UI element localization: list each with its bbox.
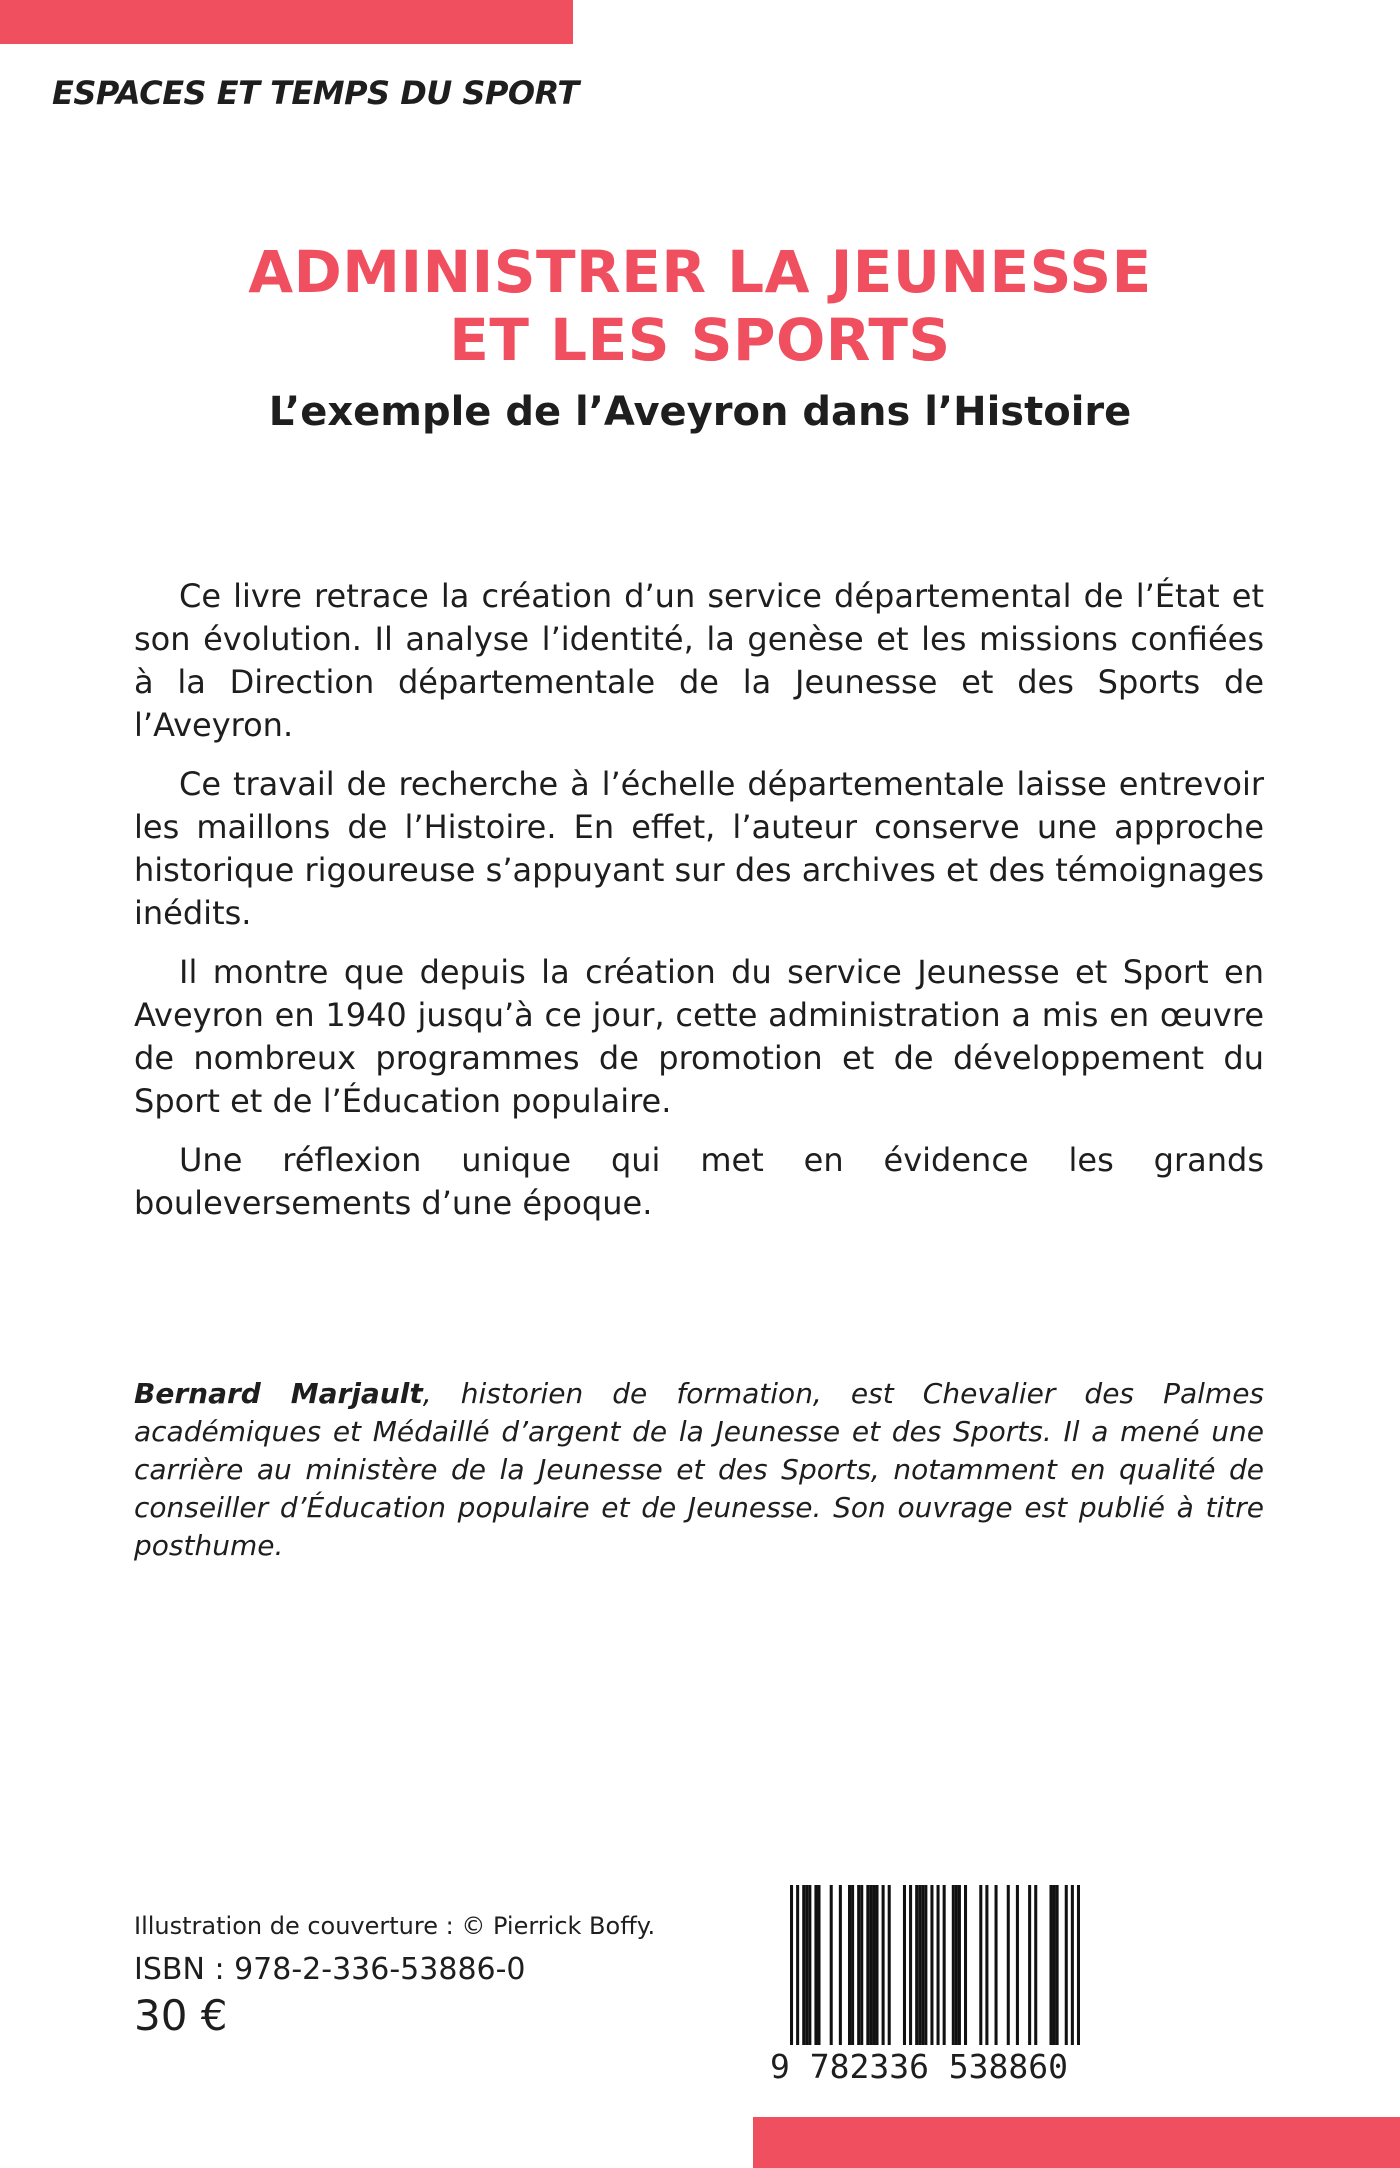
barcode-bar <box>1049 1885 1052 2057</box>
author-bio-text: , historien de formation, est Chevalier des Palmes académiques et Médaillé d’argent de la Jeunesse et des Sports. Il a mené une carrière au ministère de la Jeunesse et des Sports, notamment en qualité de conseiller d’Éducation populaire et de Jeunesse. Son ouvrage est publié à titre posthume. <box>134 1377 1265 1562</box>
barcode-bar <box>985 1885 988 2057</box>
barcode-bar <box>1007 1885 1010 2057</box>
barcode-bar <box>1065 1885 1068 2057</box>
barcode-bar <box>909 1885 912 2057</box>
barcode-bar <box>918 1885 921 2057</box>
barcode-bar <box>872 1885 875 2057</box>
barcode-bar <box>866 1885 869 2057</box>
isbn: ISBN : 978-2-336-53886-0 <box>134 1952 526 1987</box>
barcode-bar <box>808 1885 811 2057</box>
barcode-bar <box>802 1885 805 2057</box>
barcode-bar <box>924 1885 927 2057</box>
illustration-credit: Illustration de couverture : © Pierrick Boffy. <box>134 1912 656 1940</box>
barcode-bar <box>848 1885 851 2057</box>
barcode-bar <box>1034 1885 1037 2057</box>
barcode-bar <box>964 1885 967 2057</box>
barcode-bar <box>903 1885 906 2057</box>
barcode-bar <box>1056 1885 1059 2057</box>
barcode-bar <box>875 1885 878 2057</box>
book-subtitle: L’exemple de l’Aveyron dans l’Histoire <box>268 389 1132 435</box>
barcode-bar <box>995 1885 998 2057</box>
barcode-bar <box>888 1885 891 2057</box>
barcode-bar <box>814 1885 817 2057</box>
barcode-bar <box>915 1885 918 2057</box>
author-bio <box>134 1375 1264 1565</box>
barcode-bar <box>958 1885 961 2057</box>
credits-block <box>134 1910 655 2042</box>
series-title: ESPACES ET TEMPS DU SPORT <box>52 74 579 112</box>
blurb <box>134 575 1264 1241</box>
barcode-bar <box>869 1885 872 2057</box>
barcode-bar <box>839 1885 842 2057</box>
barcode-bar <box>979 1885 982 2057</box>
book-title-line-2: ET LES SPORTS <box>449 306 951 374</box>
blurb-paragraph-2: Ce travail de recherche à l’échelle départementale laisse entrevoir les maillons de l’Histoire. En effet, l’auteur conserve une approche historique rigoureuse s’appuyant sur des archives et des témoignages inédits. <box>134 765 1264 932</box>
barcode-bar <box>921 1885 924 2057</box>
barcode-digits: 9 782336 538860 <box>770 2045 1100 2086</box>
barcode-bar <box>817 1885 820 2057</box>
blurb-paragraph-3: Il montre que depuis la création du service Jeunesse et Sport en Aveyron en 1940 jusqu’à ce jour, cette administration a mis en œuvre de nombreux programmes de promotion et de développement du Sport et de l’Éducation populaire. <box>134 953 1264 1120</box>
barcode-bar <box>830 1885 833 2057</box>
barcode-bar <box>955 1885 958 2057</box>
barcode-bar <box>805 1885 808 2057</box>
barcode-bar <box>860 1885 863 2057</box>
barcode-bar <box>851 1885 854 2057</box>
title-block <box>0 238 1400 438</box>
blurb-paragraph-4: Une réflexion unique qui met en évidence les grands bouleversements d’une époque. <box>134 1141 1264 1222</box>
bottom-accent-bar <box>753 2117 1400 2168</box>
barcode-bar <box>882 1885 885 2057</box>
top-accent-bar <box>0 0 573 44</box>
barcode-bar <box>1053 1885 1056 2057</box>
author-name: Bernard Marjault <box>134 1377 423 1410</box>
price: 30 € <box>134 1991 228 2040</box>
barcode-bar <box>952 1885 955 2057</box>
book-title-line-1: ADMINISTRER LA JEUNESSE <box>248 238 1152 306</box>
barcode-bar <box>1016 1885 1019 2057</box>
barcode-bar <box>1028 1885 1031 2057</box>
barcode-bar <box>943 1885 946 2057</box>
barcode-bar <box>857 1885 860 2057</box>
blurb-paragraph-1: Ce livre retrace la création d’un service départemental de l’État et son évolution. Il analyse l’identité, la genèse et les missions confiées à la Direction départementale de la Jeunesse et des Sports de l’Aveyron. <box>134 577 1264 744</box>
